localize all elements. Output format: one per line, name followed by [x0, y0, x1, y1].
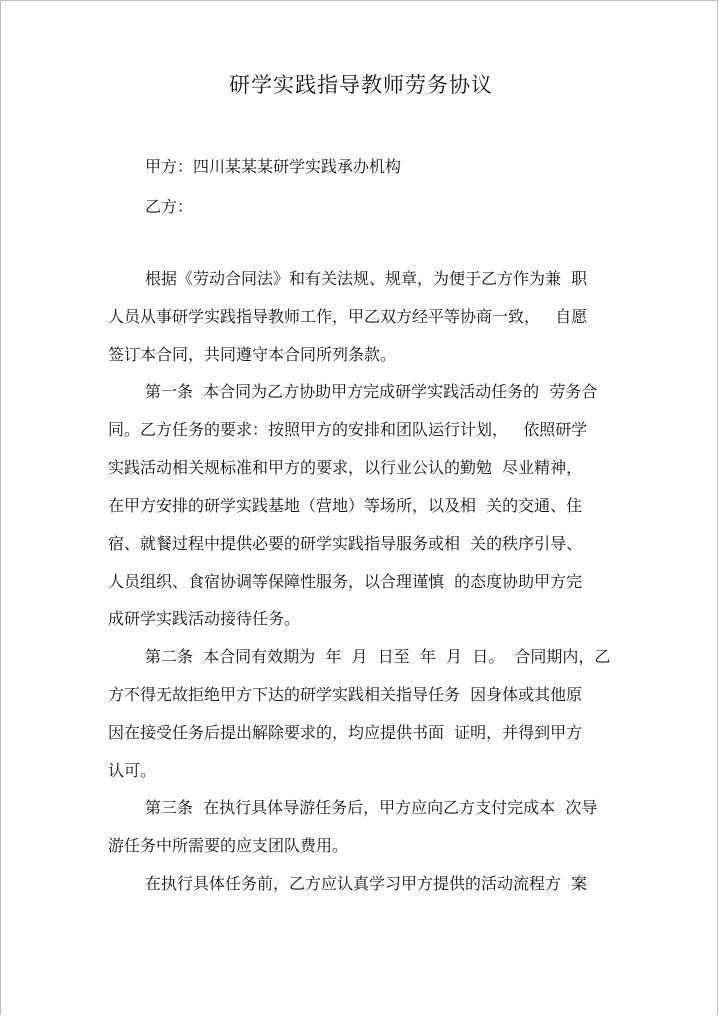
- text-line: 第一条 本合同为乙方协助甲方完成研学实践活动任务的 劳务合: [145, 382, 598, 401]
- text-line: 签订本合同，共同遵守本合同所列条款。: [108, 345, 397, 364]
- text-line: 方不得无故拒绝甲方下达的研学实践相关指导任务 因身体或其他原: [108, 685, 583, 704]
- text-line: 成研学实践活动接待任务。: [108, 609, 301, 628]
- text-line: 人员从事研学实践指导教师工作，甲乙双方经平等协商一致， 自愿: [108, 307, 588, 326]
- text-line: 在甲方安排的研学实践基地（营地）等场所，以及相 关的交通、住: [108, 496, 583, 515]
- party-a-line: 甲方：四川某某某研学实践承办机构: [145, 157, 402, 176]
- text-line: 在执行具体任务前，乙方应认真学习甲方提供的活动流程方 案: [145, 874, 588, 893]
- text-line: 同。乙方任务的要求：按照甲方的安排和团队运行计划， 依照研学: [108, 420, 588, 439]
- text-line: 根据《劳动合同法》和有关法规、规章，为便于乙方作为兼 职: [145, 269, 588, 288]
- text-line: 认可。: [108, 761, 157, 780]
- text-line: 人员组织、食宿协调等保障性服务，以合理谨慎 的态度协助甲方完: [108, 572, 583, 591]
- text-line: 第二条 本合同有效期为 年 月 日至 年 月 日。 合同期内，乙: [145, 647, 611, 666]
- document-title: 研学实践指导教师劳务协议: [229, 73, 493, 97]
- text-line: 实践活动相关规标准和甲方的要求，以行业公认的勤勉 尽业精神，: [108, 458, 583, 477]
- party-b-line: 乙方：: [145, 197, 194, 216]
- text-line: 游任务中所需要的应支团队费用。: [108, 836, 349, 855]
- text-line: 因在接受任务后提出解除要求的，均应提供书面 证明，并得到甲方: [108, 723, 583, 742]
- text-line: 宿、就餐过程中提供必要的研学实践指导服务或相 关的秩序引导、: [108, 534, 583, 553]
- text-line: 第三条 在执行具体导游任务后，甲方应向乙方支付完成本 次导: [145, 798, 598, 817]
